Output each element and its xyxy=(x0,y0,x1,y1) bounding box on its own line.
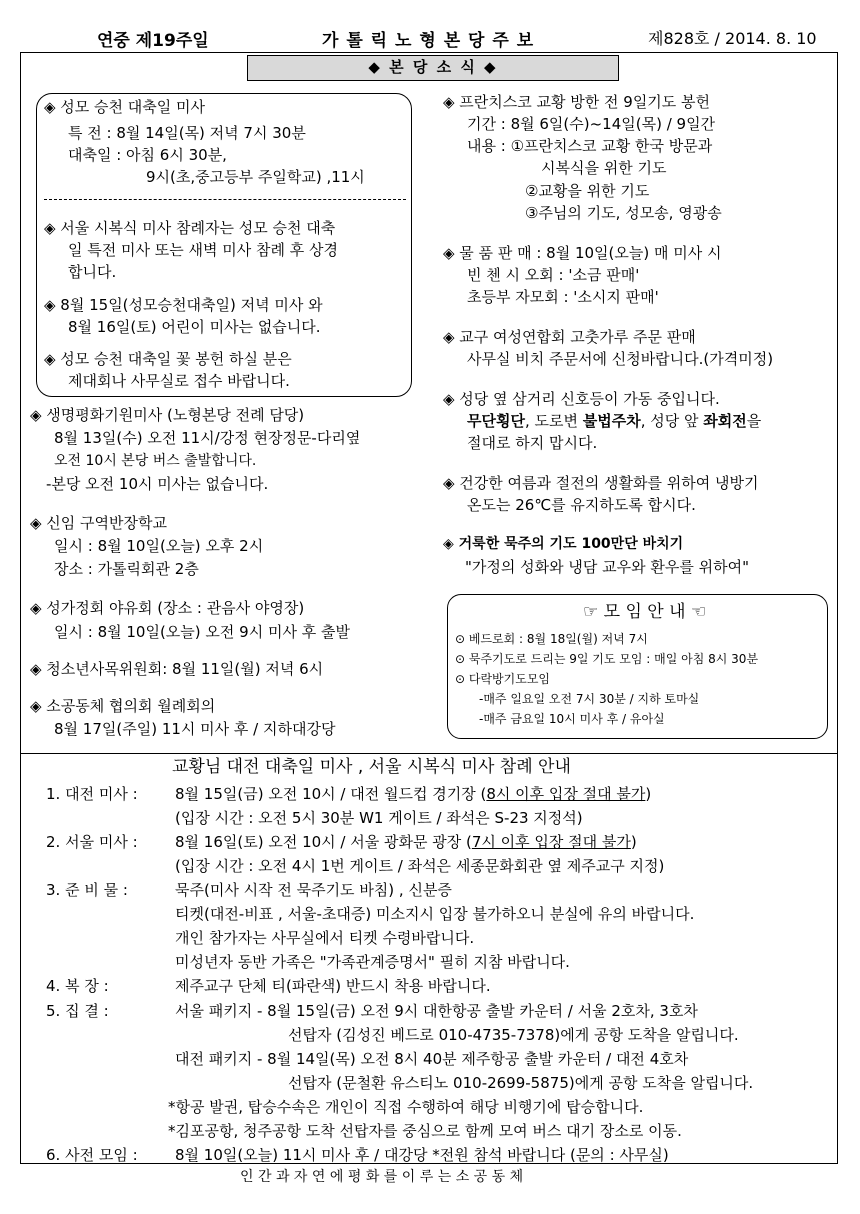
traffic-warning-line: 무단횡단, 도로변 불법주차, 성당 앞 좌회전을 xyxy=(467,412,762,430)
notice-heading: ◈ 물 품 판 매 : 8월 10일(오늘) 매 미사 시 xyxy=(443,244,722,262)
issue-number-date: 제828호 / 2014. 8. 10 xyxy=(648,29,817,48)
item-text: 묵주(미사 시작 전 묵주기도 바침) , 신분증 xyxy=(175,881,452,899)
notice-line: "가정의 성화와 냉담 교우와 환우를 위하여" xyxy=(465,558,749,576)
notice-line: 특 전 : 8월 14일(목) 저녁 7시 30분 xyxy=(68,124,306,142)
notice-heading: ◈ 생명평화기원미사 (노형본당 전례 담당) xyxy=(30,406,305,424)
notice-line: 일 특전 미사 또는 새벽 미사 참례 후 상경 xyxy=(68,241,338,259)
item-text: *김포공항, 청주공항 도착 선탑자를 중심으로 함께 모여 버스 대기 장소로 이동. xyxy=(168,1122,682,1140)
item-label: 3. 준 비 물 : xyxy=(46,881,128,899)
item-label: 1. 대전 미사 : xyxy=(46,785,138,803)
item-text: 8월 10일(오늘) 11시 미사 후 / 대강당 *전원 참석 바랍니다 (문의 : 사무실) xyxy=(175,1146,669,1164)
notice-line: 초등부 자모회 : '소시지 판매' xyxy=(467,288,659,306)
notice-line: 일시 : 8월 10일(오늘) 오후 2시 xyxy=(54,537,264,555)
notice-heading: ◈ 건강한 여름과 절전의 생활화를 위하여 냉방기 xyxy=(443,474,759,492)
notice-line: -본당 오전 10시 미사는 없습니다. xyxy=(46,475,269,493)
item-label: 4. 복 장 : xyxy=(46,977,109,995)
notice-line: 기간 : 8월 6일(수)~14일(목) / 9일간 xyxy=(467,115,716,133)
item-text: 대전 패키지 - 8월 14일(목) 오전 8시 40분 제주항공 출발 카운터 / 대전 4호차 xyxy=(175,1050,689,1068)
notice-heading: ◈ 성모 승천 대축일 꽃 봉헌 하실 분은 xyxy=(44,350,292,368)
notice-line: 빈 첸 시 오회 : '소금 판매' xyxy=(467,266,640,284)
item-text: 티켓(대전-비표 , 서울-초대증) 미소지시 입장 불가하오니 분실에 유의 바랍니다. xyxy=(175,905,695,923)
meeting-item: -매주 일요일 오전 7시 30분 / 지하 토마실 xyxy=(479,692,700,706)
item-text: 8월 16일(토) 오전 10시 / 서울 광화문 광장 (7시 이후 입장 절대 불가) xyxy=(175,833,637,851)
item-text: (입장 시간 : 오전 5시 30분 W1 게이트 / 좌석은 S-23 지정석) xyxy=(175,809,583,827)
item-text: *항공 발권, 탑승수속은 개인이 직접 수행하여 해당 비행기에 탑승합니다. xyxy=(168,1098,644,1116)
left-turn-emphasis: 좌회전 xyxy=(703,412,747,430)
notice-heading: ◈ 성당 옆 삼거리 신호등이 가동 중입니다. xyxy=(443,390,720,408)
notice-heading: ◈ 8월 15일(성모승천대축일) 저녁 미사 와 xyxy=(44,296,323,314)
notice-line: 시복식을 위한 기도 xyxy=(541,159,667,177)
issue-week: 연중 제19주일 xyxy=(97,31,209,51)
item-text: 서울 패키지 - 8월 15일(금) 오전 9시 대한항공 출발 카운터 / 서울 2호차, 3호차 xyxy=(175,1002,698,1020)
item-text: 8월 15일(금) 오전 10시 / 대전 월드컵 경기장 (8시 이후 입장 절대 불가) xyxy=(175,785,652,803)
notice-line: 대축일 : 아침 6시 30분, xyxy=(68,146,227,164)
notice-heading: ◈ 서울 시복식 미사 참례자는 성모 승천 대축 xyxy=(44,219,336,237)
notice-line: 8월 17일(주일) 11시 미사 후 / 지하대강당 xyxy=(54,720,336,738)
meeting-item: ⊙ 베드로회 : 8월 18일(월) 저녁 7시 xyxy=(455,632,648,646)
item-label: 2. 서울 미사 : xyxy=(46,833,138,851)
notice-line: 절대로 하지 맙시다. xyxy=(467,434,598,452)
meeting-item: ⊙ 묵주기도로 드리는 9일 기도 모임 : 매일 아침 8시 30분 xyxy=(455,652,759,666)
item-text: (입장 시간 : 오전 4시 1번 게이트 / 좌석은 세종문화회관 옆 제주교구 지정) xyxy=(175,857,665,875)
bottom-title: 교황님 대전 대축일 미사 , 서울 시복식 미사 참례 안내 xyxy=(172,757,571,777)
notice-heading: ◈ 소공동체 협의회 월례회의 xyxy=(30,697,216,715)
notice-heading: ◈ 청소년사목위원회: 8월 11일(월) 저녁 6시 xyxy=(30,660,324,678)
notice-line: 오전 10시 본당 버스 출발합니다. xyxy=(54,453,257,469)
seoul-entry-warning: 7시 이후 입장 절대 불가 xyxy=(471,833,631,851)
notice-heading: ◈ 신임 구역반장학교 xyxy=(30,514,167,532)
notice-line: 합니다. xyxy=(68,263,117,281)
notice-line: ②교황을 위한 기도 xyxy=(525,182,650,200)
notice-line: 사무실 비치 주문서에 신청바랍니다.(가격미정) xyxy=(467,350,774,368)
section-divider xyxy=(20,753,838,754)
notice-heading: ◈ 교구 여성연합회 고춧가루 주문 판매 xyxy=(443,328,696,346)
notice-line: 8월 13일(수) 오전 11시/강정 현장정문-다리옆 xyxy=(54,429,361,447)
notice-heading: ◈ 프란치스코 교황 방한 전 9일기도 봉헌 xyxy=(443,93,711,111)
notice-heading: ◈ 성가정회 야유회 (장소 : 관음사 야영장) xyxy=(30,599,305,617)
dashed-divider xyxy=(44,199,406,200)
item-label: 6. 사전 모임 : xyxy=(46,1146,138,1164)
illegal-parking-emphasis: 불법주차 xyxy=(582,412,641,430)
notice-line: 9시(초,중고등부 주일학교) ,11시 xyxy=(146,168,365,186)
section-banner: ◆ 본 당 소 식 ◆ xyxy=(247,55,619,81)
meeting-guide-title: ☞ 모 임 안 내 ☜ xyxy=(583,602,707,622)
notice-line: 온도는 26℃를 유지하도록 합시다. xyxy=(467,496,696,514)
notice-heading: ◈ 거룩한 묵주의 기도 100만단 바치기 xyxy=(443,536,684,552)
footer-slogan: 인 간 과 자 연 에 평 화 를 이 루 는 소 공 동 체 xyxy=(240,1169,524,1185)
item-label: 5. 집 결 : xyxy=(46,1002,109,1020)
item-text: 개인 참가자는 사무실에서 티켓 수령바랍니다. xyxy=(175,929,475,947)
item-text: 선탑자 (김성진 베드로 010-4735-7378)에게 공항 도착을 알립니다. xyxy=(288,1026,739,1044)
notice-heading: ◈ 성모 승천 대축일 미사 xyxy=(44,98,206,116)
notice-line: 제대회나 사무실로 접수 바랍니다. xyxy=(68,372,290,390)
notice-line: 내용 : ①프란치스코 교황 한국 방문과 xyxy=(467,137,713,155)
notice-line: ③주님의 기도, 성모송, 영광송 xyxy=(525,204,722,222)
daejeon-entry-warning: 8시 이후 입장 절대 불가 xyxy=(486,785,646,803)
notice-line: 일시 : 8월 10일(오늘) 오전 9시 미사 후 출발 xyxy=(54,623,350,641)
meeting-item: -매주 금요일 10시 미사 후 / 유아실 xyxy=(479,712,665,726)
notice-line: 장소 : 가톨릭회관 2층 xyxy=(54,560,199,578)
notice-line: 8월 16일(토) 어린이 미사는 없습니다. xyxy=(68,318,321,336)
item-text: 제주교구 단체 티(파란색) 반드시 착용 바랍니다. xyxy=(175,977,491,995)
bulletin-title: 가 톨 릭 노 형 본 당 주 보 xyxy=(322,31,535,51)
jaywalking-emphasis: 무단횡단 xyxy=(467,412,525,430)
item-text: 선탑자 (문철환 유스티노 010-2699-5875)에게 공항 도착을 알립니다. xyxy=(288,1074,754,1092)
item-text: 미성년자 동반 가족은 "가족관계증명서" 필히 지참 바랍니다. xyxy=(175,953,570,971)
meeting-item: ⊙ 다락방기도모임 xyxy=(455,672,551,686)
